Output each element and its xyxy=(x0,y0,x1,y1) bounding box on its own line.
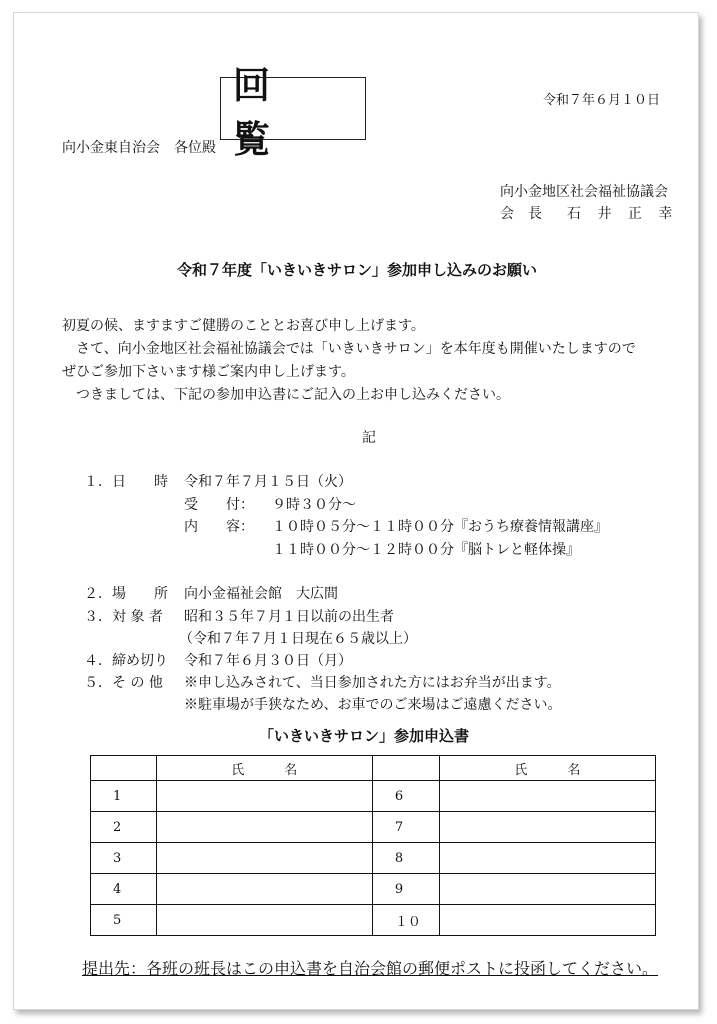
item-date-value: 令和７年７月１５日（火） xyxy=(184,474,352,490)
form-row xyxy=(91,812,656,843)
recipient: 向小金東自治会 各位殿 xyxy=(62,140,216,156)
form-header-name-left: 氏名 xyxy=(156,756,372,781)
body-line-4: つきましては、下記の参加申込書にご記入の上お申し込みください。 xyxy=(76,387,510,403)
row-number-right: 8 xyxy=(372,843,439,874)
form-row xyxy=(91,781,656,812)
form-header-num-right xyxy=(372,756,439,781)
row-number-left: 2 xyxy=(91,812,157,843)
item-other-label: ５．そ の 他 xyxy=(84,675,163,691)
row-number-left: 4 xyxy=(91,874,157,905)
sender-organization: 向小金地区社会福祉協議会 xyxy=(500,184,668,200)
item-date-label: １．日 時 xyxy=(84,474,168,490)
name-field-right[interactable] xyxy=(439,781,655,812)
name-field-right[interactable] xyxy=(439,874,655,905)
name-field-left[interactable] xyxy=(156,905,372,936)
application-form-table xyxy=(90,755,656,936)
form-title: 「いきいきサロン」参加申込書 xyxy=(259,727,470,745)
name-field-left[interactable] xyxy=(156,843,372,874)
name-field-left[interactable] xyxy=(156,781,372,812)
item-place-value: 向小金福祉会館 大広間 xyxy=(184,586,338,602)
form-header-name-right: 氏名 xyxy=(439,756,655,781)
row-number-right: 9 xyxy=(372,874,439,905)
body-line-1: 初夏の候、ますますご健勝のこととお喜び申し上げます。 xyxy=(62,318,425,334)
row-number-left: 3 xyxy=(91,843,157,874)
name-field-left[interactable] xyxy=(156,812,372,843)
item-other-1: ※申し込みされて、当日参加された方にはお弁当が出ます。 xyxy=(184,675,561,691)
item-target-value: 昭和３５年７月１日以前の出生者 xyxy=(184,609,394,625)
form-row xyxy=(91,843,656,874)
body-line-2: さて、向小金地区社会福祉協議会では「いきいきサロン」を本年度も開催いたしますので xyxy=(76,341,636,357)
row-number-left: 5 xyxy=(91,905,157,936)
row-number-right: 7 xyxy=(372,812,439,843)
row-number-left: 1 xyxy=(91,781,157,812)
item-content-1: １０時０５分～１１時００分『おうち療養情報講座』 xyxy=(272,519,608,535)
form-header-row xyxy=(91,756,656,781)
item-content-label: 内 容： xyxy=(184,519,254,535)
form-row xyxy=(91,874,656,905)
row-number-right: 6 xyxy=(372,781,439,812)
name-field-left[interactable] xyxy=(156,874,372,905)
sender-title: 会 長 xyxy=(500,206,542,222)
document-page xyxy=(13,12,699,1010)
body-line-3: ぜひご参加下さいます様ご案内申し上げます。 xyxy=(62,364,355,380)
item-other-2: ※駐車場が手狭なため、お車でのご来場はご遠慮ください。 xyxy=(184,697,562,713)
form-row xyxy=(91,905,656,936)
ki-heading: 記 xyxy=(362,430,376,446)
name-field-right[interactable] xyxy=(439,843,655,874)
item-deadline-label: ４．締め切り xyxy=(84,653,168,669)
item-reception-value: ９時３０分～ xyxy=(272,497,356,513)
row-number-right: １０ xyxy=(372,905,439,936)
document-date: 令和７年６月１０日 xyxy=(543,93,661,108)
name-field-right[interactable] xyxy=(439,905,655,936)
name-field-right[interactable] xyxy=(439,812,655,843)
item-place-label: ２．場 所 xyxy=(84,586,168,602)
item-target-note: （令和７年７月１日現在６５歳以上） xyxy=(179,631,417,647)
circular-stamp: 回覧 xyxy=(220,77,366,140)
document-title: 令和７年度「いきいきサロン」参加申し込みのお願い xyxy=(177,261,538,279)
submission-instructions: 提出先：各班の班長はこの申込書を自治会館の郵便ポストに投函してください。 xyxy=(82,959,659,978)
item-target-label: ３．対 象 者 xyxy=(84,609,163,625)
item-deadline-value: 令和７年６月３０日（月） xyxy=(184,653,352,669)
sender-name: 石 井 正 幸 xyxy=(567,206,679,222)
form-header-num-left xyxy=(91,756,157,781)
item-content-2: １１時００分～１２時００分『脳トレと軽体操』 xyxy=(272,542,580,558)
item-reception-label: 受 付： xyxy=(184,497,254,513)
